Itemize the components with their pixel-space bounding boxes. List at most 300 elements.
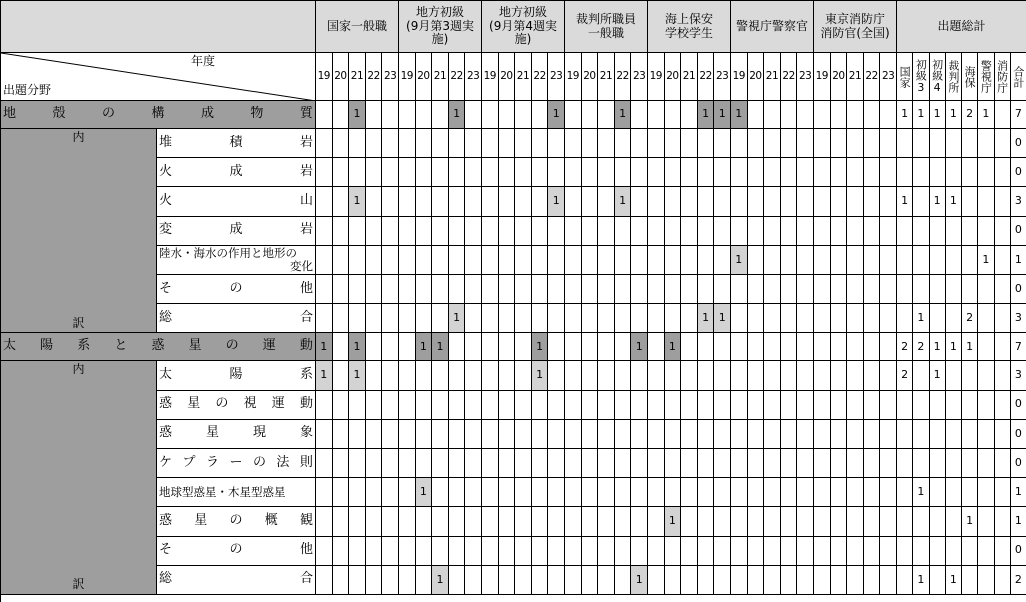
subtopic-label-char: 陽 [229, 367, 243, 383]
row-1-3-cell-keishi-20 [748, 449, 765, 478]
row-0-6-total-2 [930, 304, 946, 333]
section-0-cell-saiban-22: 1 [615, 101, 632, 129]
row-0-4-total-3 [946, 246, 962, 275]
year-header-keishi-20: 20 [748, 53, 765, 101]
year-header-chiho3-22: 22 [449, 53, 466, 101]
row-1-4-total-0 [897, 478, 913, 507]
row-0-2-cell-keishi-22 [781, 187, 798, 216]
row-0-0-cell-saiban-19 [565, 129, 582, 158]
row-0-3-cell-chiho3-23 [465, 217, 482, 246]
row-0-3-total-5 [978, 217, 994, 246]
row-1-1-cell-chiho4-20 [499, 391, 516, 420]
row-0-5-cell-tokyo-21 [847, 275, 864, 304]
row-0-0-total-6 [995, 129, 1011, 158]
section-title-char: の [101, 106, 115, 122]
subtopic-label [157, 129, 316, 158]
row-1-6-cell-kokka-23 [382, 537, 399, 566]
subtopic-label-char: 積 [229, 134, 243, 150]
row-0-6-cell-saiban-21 [598, 304, 615, 333]
subtopic-label [157, 391, 316, 420]
row-0-3-total-4 [962, 217, 978, 246]
row-1-0-cell-kaijo-22 [698, 361, 715, 390]
section-0-cell-chiho4-22 [532, 101, 549, 129]
row-1-6-cell-saiban-19 [565, 537, 582, 566]
subtopic-label-char: 総 [159, 309, 173, 325]
row-0-3-cell-kokka-19 [316, 217, 333, 246]
row-0-3-cell-tokyo-21 [847, 217, 864, 246]
subtopic-label-char: 概 [264, 513, 278, 529]
section-0-cell-tokyo-22 [864, 101, 881, 129]
row-1-5-cell-tokyo-21 [847, 507, 864, 536]
row-0-0-cell-kaijo-19 [648, 129, 665, 158]
section-0-total-2: 1 [930, 101, 946, 129]
row-0-2-cell-chiho4-19 [482, 187, 499, 216]
section-title-char: 太 [3, 338, 17, 354]
row-1-6-cell-tokyo-20 [831, 537, 848, 566]
section-0-cell-keishi-21 [764, 101, 781, 129]
row-0-1-cell-saiban-23 [631, 158, 648, 187]
row-1-0-cell-saiban-22 [615, 361, 632, 390]
row-1-7-cell-keishi-19 [731, 566, 748, 595]
row-1-4-cell-chiho4-21 [515, 478, 532, 507]
section-1-cell-chiho3-23 [465, 333, 482, 361]
row-1-5-cell-kaijo-20: 1 [665, 507, 682, 536]
totals-col-4: 海保 [962, 53, 978, 101]
row-0-3-cell-keishi-22 [781, 217, 798, 246]
row-0-3-total-7: 0 [1011, 217, 1026, 246]
row-1-0-cell-kokka-23 [382, 361, 399, 390]
row-0-3-cell-chiho3-21 [432, 217, 449, 246]
row-0-0-total-5 [978, 129, 994, 158]
row-0-6-cell-chiho4-21 [515, 304, 532, 333]
row-1-6-cell-kokka-21 [349, 537, 366, 566]
row-0-5-cell-chiho4-20 [499, 275, 516, 304]
row-0-5-cell-chiho4-23 [548, 275, 565, 304]
field-axis-label: 出題分野 [3, 83, 52, 98]
row-0-6-cell-keishi-19 [731, 304, 748, 333]
section-0-cell-chiho3-22: 1 [449, 101, 466, 129]
section-0-cell-chiho4-20 [499, 101, 516, 129]
row-1-3-cell-tokyo-23 [880, 449, 897, 478]
row-1-5-cell-kokka-22 [366, 507, 383, 536]
row-0-0-cell-saiban-20 [582, 129, 599, 158]
row-1-1-total-7: 0 [1011, 391, 1026, 420]
row-1-7-cell-saiban-22 [615, 566, 632, 595]
row-1-4-cell-chiho3-19 [399, 478, 416, 507]
totals-col-5: 警視庁 [978, 53, 994, 101]
row-0-0-cell-keishi-19 [731, 129, 748, 158]
year-header-tokyo-21: 21 [847, 53, 864, 101]
row-0-5-cell-keishi-22 [781, 275, 798, 304]
section-0-total-0: 1 [897, 101, 913, 129]
row-0-4-cell-kokka-20 [333, 246, 350, 275]
row-1-6-cell-chiho3-20 [416, 537, 433, 566]
row-1-6-total-2 [930, 537, 946, 566]
row-1-6-cell-kaijo-21 [681, 537, 698, 566]
row-1-2-total-3 [946, 420, 962, 449]
row-1-4-cell-chiho3-22 [449, 478, 466, 507]
row-0-2-cell-chiho4-23: 1 [548, 187, 565, 216]
row-0-0-cell-chiho3-23 [465, 129, 482, 158]
row-0-5-cell-chiho3-23 [465, 275, 482, 304]
section-0-total-4: 2 [962, 101, 978, 129]
section-1-cell-chiho4-19 [482, 333, 499, 361]
subtopic-label [157, 566, 316, 595]
row-1-1-cell-keishi-20 [748, 391, 765, 420]
row-1-0-cell-keishi-21 [764, 361, 781, 390]
row-1-4-total-3 [946, 478, 962, 507]
row-1-2-cell-tokyo-22 [864, 420, 881, 449]
row-0-5-cell-kokka-21 [349, 275, 366, 304]
row-0-0-cell-chiho4-21 [515, 129, 532, 158]
row-0-0-cell-keishi-22 [781, 129, 798, 158]
year-header-kokka-21: 21 [349, 53, 366, 101]
row-1-2-total-6 [995, 420, 1011, 449]
subtopic-label-char: 他 [299, 542, 313, 558]
row-0-0-total-3 [946, 129, 962, 158]
row-0-6-cell-kaijo-22: 1 [698, 304, 715, 333]
row-0-2-cell-tokyo-21 [847, 187, 864, 216]
row-1-5-cell-chiho3-20 [416, 507, 433, 536]
row-1-1-total-3 [946, 391, 962, 420]
row-0-1-total-0 [897, 158, 913, 187]
row-1-6-cell-keishi-23 [797, 537, 814, 566]
subtopic-label [157, 420, 316, 449]
section-1-cell-tokyo-22 [864, 333, 881, 361]
row-0-6-cell-keishi-21 [764, 304, 781, 333]
row-1-5-cell-kokka-23 [382, 507, 399, 536]
row-1-5-cell-chiho4-19 [482, 507, 499, 536]
row-0-2-cell-chiho3-23 [465, 187, 482, 216]
row-1-3-total-6 [995, 449, 1011, 478]
section-1-cell-tokyo-21 [847, 333, 864, 361]
row-0-4-cell-saiban-19 [565, 246, 582, 275]
row-0-6-cell-saiban-23 [631, 304, 648, 333]
row-1-7-cell-kokka-20 [333, 566, 350, 595]
subtopic-label [157, 275, 316, 304]
row-1-7-cell-chiho4-20 [499, 566, 516, 595]
row-1-6-cell-keishi-19 [731, 537, 748, 566]
row-1-7-total-6 [995, 566, 1011, 595]
year-header-saiban-23: 23 [631, 53, 648, 101]
row-1-5-cell-tokyo-22 [864, 507, 881, 536]
totals-col-0: 国家 [897, 53, 913, 101]
row-0-2-total-0: 1 [897, 187, 913, 216]
row-0-1-cell-saiban-19 [565, 158, 582, 187]
year-header-keishi-22: 22 [781, 53, 798, 101]
row-0-4-cell-kokka-19 [316, 246, 333, 275]
row-1-5-total-2 [930, 507, 946, 536]
row-1-0-cell-tokyo-20 [831, 361, 848, 390]
row-1-0-cell-chiho4-22: 1 [532, 361, 549, 390]
row-0-6-cell-kokka-19 [316, 304, 333, 333]
subtopic-label-char: 岩 [299, 222, 313, 238]
row-0-4-cell-kokka-22 [366, 246, 383, 275]
row-1-2-cell-tokyo-19 [814, 420, 831, 449]
row-1-5-total-7: 1 [1011, 507, 1026, 536]
row-1-1-cell-tokyo-20 [831, 391, 848, 420]
row-0-4-cell-chiho4-21 [515, 246, 532, 275]
row-0-1-cell-tokyo-19 [814, 158, 831, 187]
row-1-1-cell-saiban-21 [598, 391, 615, 420]
row-1-0-cell-saiban-19 [565, 361, 582, 390]
row-0-5-cell-saiban-19 [565, 275, 582, 304]
subtopic-label-char: 観 [299, 513, 313, 529]
row-0-4-total-5: 1 [978, 246, 994, 275]
row-1-3-cell-kaijo-20 [665, 449, 682, 478]
row-1-0-cell-chiho4-20 [499, 361, 516, 390]
subtopic-label-char: ラ [205, 454, 219, 470]
row-0-0-cell-chiho3-21 [432, 129, 449, 158]
totals-col-1: 初級3 [913, 53, 929, 101]
row-1-6-cell-kokka-19 [316, 537, 333, 566]
row-1-4-cell-kaijo-22 [698, 478, 715, 507]
row-1-5-cell-keishi-19 [731, 507, 748, 536]
row-0-3-total-2 [930, 217, 946, 246]
exam-header-tokyo: 東京消防庁 消防官(全国) [814, 1, 897, 53]
year-header-chiho3-20: 20 [416, 53, 433, 101]
row-0-5-total-1 [913, 275, 929, 304]
row-1-1-cell-tokyo-19 [814, 391, 831, 420]
subtopic-label-char: の [229, 542, 243, 558]
section-1-cell-saiban-20 [582, 333, 599, 361]
row-1-4-cell-saiban-20 [582, 478, 599, 507]
subtopic-label-char: 星 [194, 513, 208, 529]
row-0-5-cell-chiho4-21 [515, 275, 532, 304]
section-1-cell-saiban-21 [598, 333, 615, 361]
section-0-cell-saiban-21 [598, 101, 615, 129]
section-0-cell-kokka-20 [333, 101, 350, 129]
subtopic-label-char: 系 [299, 367, 313, 383]
row-1-1-cell-tokyo-22 [864, 391, 881, 420]
row-1-5-cell-kaijo-23 [714, 507, 731, 536]
row-1-0-cell-saiban-21 [598, 361, 615, 390]
row-1-6-total-5 [978, 537, 994, 566]
row-1-5-total-4: 1 [962, 507, 978, 536]
row-1-7-cell-kokka-21 [349, 566, 366, 595]
section-1-cell-tokyo-19 [814, 333, 831, 361]
row-1-3-cell-chiho3-21 [432, 449, 449, 478]
row-0-1-cell-chiho3-19 [399, 158, 416, 187]
row-1-3-cell-keishi-22 [781, 449, 798, 478]
row-1-5-total-6 [995, 507, 1011, 536]
row-0-1-cell-keishi-20 [748, 158, 765, 187]
row-1-7-cell-kaijo-21 [681, 566, 698, 595]
row-1-4-total-1: 1 [913, 478, 929, 507]
row-0-2-cell-keishi-21 [764, 187, 781, 216]
row-0-5-cell-chiho4-19 [482, 275, 499, 304]
section-1-cell-saiban-23: 1 [631, 333, 648, 361]
row-1-3-cell-keishi-23 [797, 449, 814, 478]
row-1-0-cell-kokka-21: 1 [349, 361, 366, 390]
row-1-7-total-3: 1 [946, 566, 962, 595]
row-0-6-cell-kokka-20 [333, 304, 350, 333]
breakdown-label-block [1, 129, 157, 333]
row-0-0-cell-kokka-19 [316, 129, 333, 158]
row-0-1-total-1 [913, 158, 929, 187]
row-0-1-total-7: 0 [1011, 158, 1026, 187]
row-1-0-cell-kaijo-23 [714, 361, 731, 390]
section-1-cell-keishi-21 [764, 333, 781, 361]
row-1-7-total-0 [897, 566, 913, 595]
section-1-cell-kokka-23 [382, 333, 399, 361]
section-1-total-4: 1 [962, 333, 978, 361]
row-0-4-cell-saiban-23 [631, 246, 648, 275]
subtopic-label [157, 507, 316, 536]
row-0-1-cell-kokka-23 [382, 158, 399, 187]
subtopic-label-char: 合 [299, 309, 313, 325]
row-0-1-cell-chiho4-19 [482, 158, 499, 187]
row-0-5-cell-keishi-21 [764, 275, 781, 304]
row-0-6-cell-kaijo-20 [665, 304, 682, 333]
row-0-2-cell-kokka-22 [366, 187, 383, 216]
row-1-0-cell-chiho3-23 [465, 361, 482, 390]
row-1-5-cell-kokka-19 [316, 507, 333, 536]
row-0-3-cell-tokyo-20 [831, 217, 848, 246]
row-0-6-cell-tokyo-20 [831, 304, 848, 333]
subtopic-label-char: 成 [229, 163, 243, 179]
row-1-6-cell-saiban-20 [582, 537, 599, 566]
row-1-6-cell-kaijo-20 [665, 537, 682, 566]
row-0-6-cell-tokyo-22 [864, 304, 881, 333]
row-1-7-cell-kaijo-20 [665, 566, 682, 595]
row-1-6-cell-saiban-21 [598, 537, 615, 566]
row-1-7-cell-kaijo-22 [698, 566, 715, 595]
section-0-cell-tokyo-23 [880, 101, 897, 129]
row-1-2-total-0 [897, 420, 913, 449]
row-1-7-cell-tokyo-20 [831, 566, 848, 595]
row-0-3-total-1 [913, 217, 929, 246]
row-1-1-cell-kaijo-19 [648, 391, 665, 420]
section-1-cell-kokka-20 [333, 333, 350, 361]
section-1-total-2: 1 [930, 333, 946, 361]
row-1-7-cell-chiho3-23 [465, 566, 482, 595]
row-1-7-cell-keishi-20 [748, 566, 765, 595]
section-title-char: 構 [151, 106, 165, 122]
section-title-char: 系 [77, 338, 91, 354]
year-header-chiho3-21: 21 [432, 53, 449, 101]
row-0-5-cell-kaijo-19 [648, 275, 665, 304]
section-0-cell-keishi-22 [781, 101, 798, 129]
row-0-5-cell-tokyo-20 [831, 275, 848, 304]
row-0-3-cell-keishi-20 [748, 217, 765, 246]
exam-header-chiho3: 地方初級 (9月第3週実施) [399, 1, 482, 53]
row-0-0-cell-saiban-23 [631, 129, 648, 158]
row-1-3-cell-kaijo-23 [714, 449, 731, 478]
row-1-2-cell-saiban-23 [631, 420, 648, 449]
row-0-5-cell-tokyo-19 [814, 275, 831, 304]
row-1-0-cell-kaijo-19 [648, 361, 665, 390]
row-0-2-cell-keishi-19 [731, 187, 748, 216]
row-1-5-cell-kaijo-19 [648, 507, 665, 536]
year-header-chiho4-22: 22 [532, 53, 549, 101]
subtopic-label [157, 246, 316, 275]
section-1-cell-saiban-22 [615, 333, 632, 361]
section-1-cell-kaijo-22 [698, 333, 715, 361]
section-1-cell-keishi-20 [748, 333, 765, 361]
row-0-0-cell-tokyo-20 [831, 129, 848, 158]
subtopic-label-char: そ [159, 542, 173, 558]
section-1-cell-chiho3-22 [449, 333, 466, 361]
section-0-cell-kaijo-23: 1 [714, 101, 731, 129]
row-0-4-cell-chiho4-19 [482, 246, 499, 275]
row-0-2-cell-saiban-21 [598, 187, 615, 216]
subtopic-label-char: 岩 [299, 134, 313, 150]
section-0-cell-kaijo-20 [665, 101, 682, 129]
row-1-6-total-1 [913, 537, 929, 566]
row-0-3-total-6 [995, 217, 1011, 246]
row-1-4-cell-tokyo-20 [831, 478, 848, 507]
subtopic-label [157, 217, 316, 246]
row-1-3-cell-kokka-22 [366, 449, 383, 478]
row-1-5-cell-keishi-21 [764, 507, 781, 536]
row-0-4-cell-kaijo-20 [665, 246, 682, 275]
row-0-4-cell-chiho3-22 [449, 246, 466, 275]
row-1-1-cell-kokka-20 [333, 391, 350, 420]
section-0-cell-chiho4-23: 1 [548, 101, 565, 129]
section-title-char: 星 [188, 338, 202, 354]
row-1-2-cell-kaijo-23 [714, 420, 731, 449]
row-0-1-total-6 [995, 158, 1011, 187]
row-1-4-cell-keishi-21 [764, 478, 781, 507]
row-0-3-total-3 [946, 217, 962, 246]
row-0-0-total-1 [913, 129, 929, 158]
row-1-4-cell-tokyo-21 [847, 478, 864, 507]
row-1-3-cell-chiho3-20 [416, 449, 433, 478]
row-0-3-cell-kaijo-20 [665, 217, 682, 246]
year-header-kokka-22: 22 [366, 53, 383, 101]
row-1-3-cell-chiho3-23 [465, 449, 482, 478]
row-1-2-cell-keishi-22 [781, 420, 798, 449]
row-1-3-cell-keishi-21 [764, 449, 781, 478]
row-0-4-cell-kaijo-23 [714, 246, 731, 275]
row-1-7-total-4 [962, 566, 978, 595]
row-1-5-cell-chiho4-23 [548, 507, 565, 536]
row-0-4-cell-kokka-21 [349, 246, 366, 275]
row-1-2-cell-saiban-19 [565, 420, 582, 449]
row-0-4-cell-saiban-20 [582, 246, 599, 275]
row-0-1-cell-kaijo-23 [714, 158, 731, 187]
row-0-5-cell-kaijo-23 [714, 275, 731, 304]
row-1-0-cell-chiho3-20 [416, 361, 433, 390]
row-1-4-cell-chiho4-20 [499, 478, 516, 507]
row-1-5-cell-saiban-20 [582, 507, 599, 536]
row-1-1-cell-tokyo-23 [880, 391, 897, 420]
row-0-6-cell-chiho3-21 [432, 304, 449, 333]
row-1-2-cell-saiban-20 [582, 420, 599, 449]
row-1-7-cell-kaijo-19 [648, 566, 665, 595]
row-0-0-cell-keishi-20 [748, 129, 765, 158]
row-1-7-total-1: 1 [913, 566, 929, 595]
row-0-4-cell-chiho3-21 [432, 246, 449, 275]
row-0-2-total-5 [978, 187, 994, 216]
row-1-0-cell-chiho4-19 [482, 361, 499, 390]
row-1-7-cell-chiho4-21 [515, 566, 532, 595]
year-header-kaijo-23: 23 [714, 53, 731, 101]
row-0-4-total-4 [962, 246, 978, 275]
row-1-6-total-7: 0 [1011, 537, 1026, 566]
row-1-6-total-0 [897, 537, 913, 566]
section-title-char: 成 [200, 106, 214, 122]
row-1-0-total-3 [946, 361, 962, 390]
row-0-2-cell-keishi-20 [748, 187, 765, 216]
row-1-1-cell-chiho3-20 [416, 391, 433, 420]
section-1-cell-chiho4-21 [515, 333, 532, 361]
row-0-0-total-0 [897, 129, 913, 158]
row-1-4-cell-kaijo-21 [681, 478, 698, 507]
row-0-0-cell-kaijo-21 [681, 129, 698, 158]
row-1-6-cell-kokka-20 [333, 537, 350, 566]
